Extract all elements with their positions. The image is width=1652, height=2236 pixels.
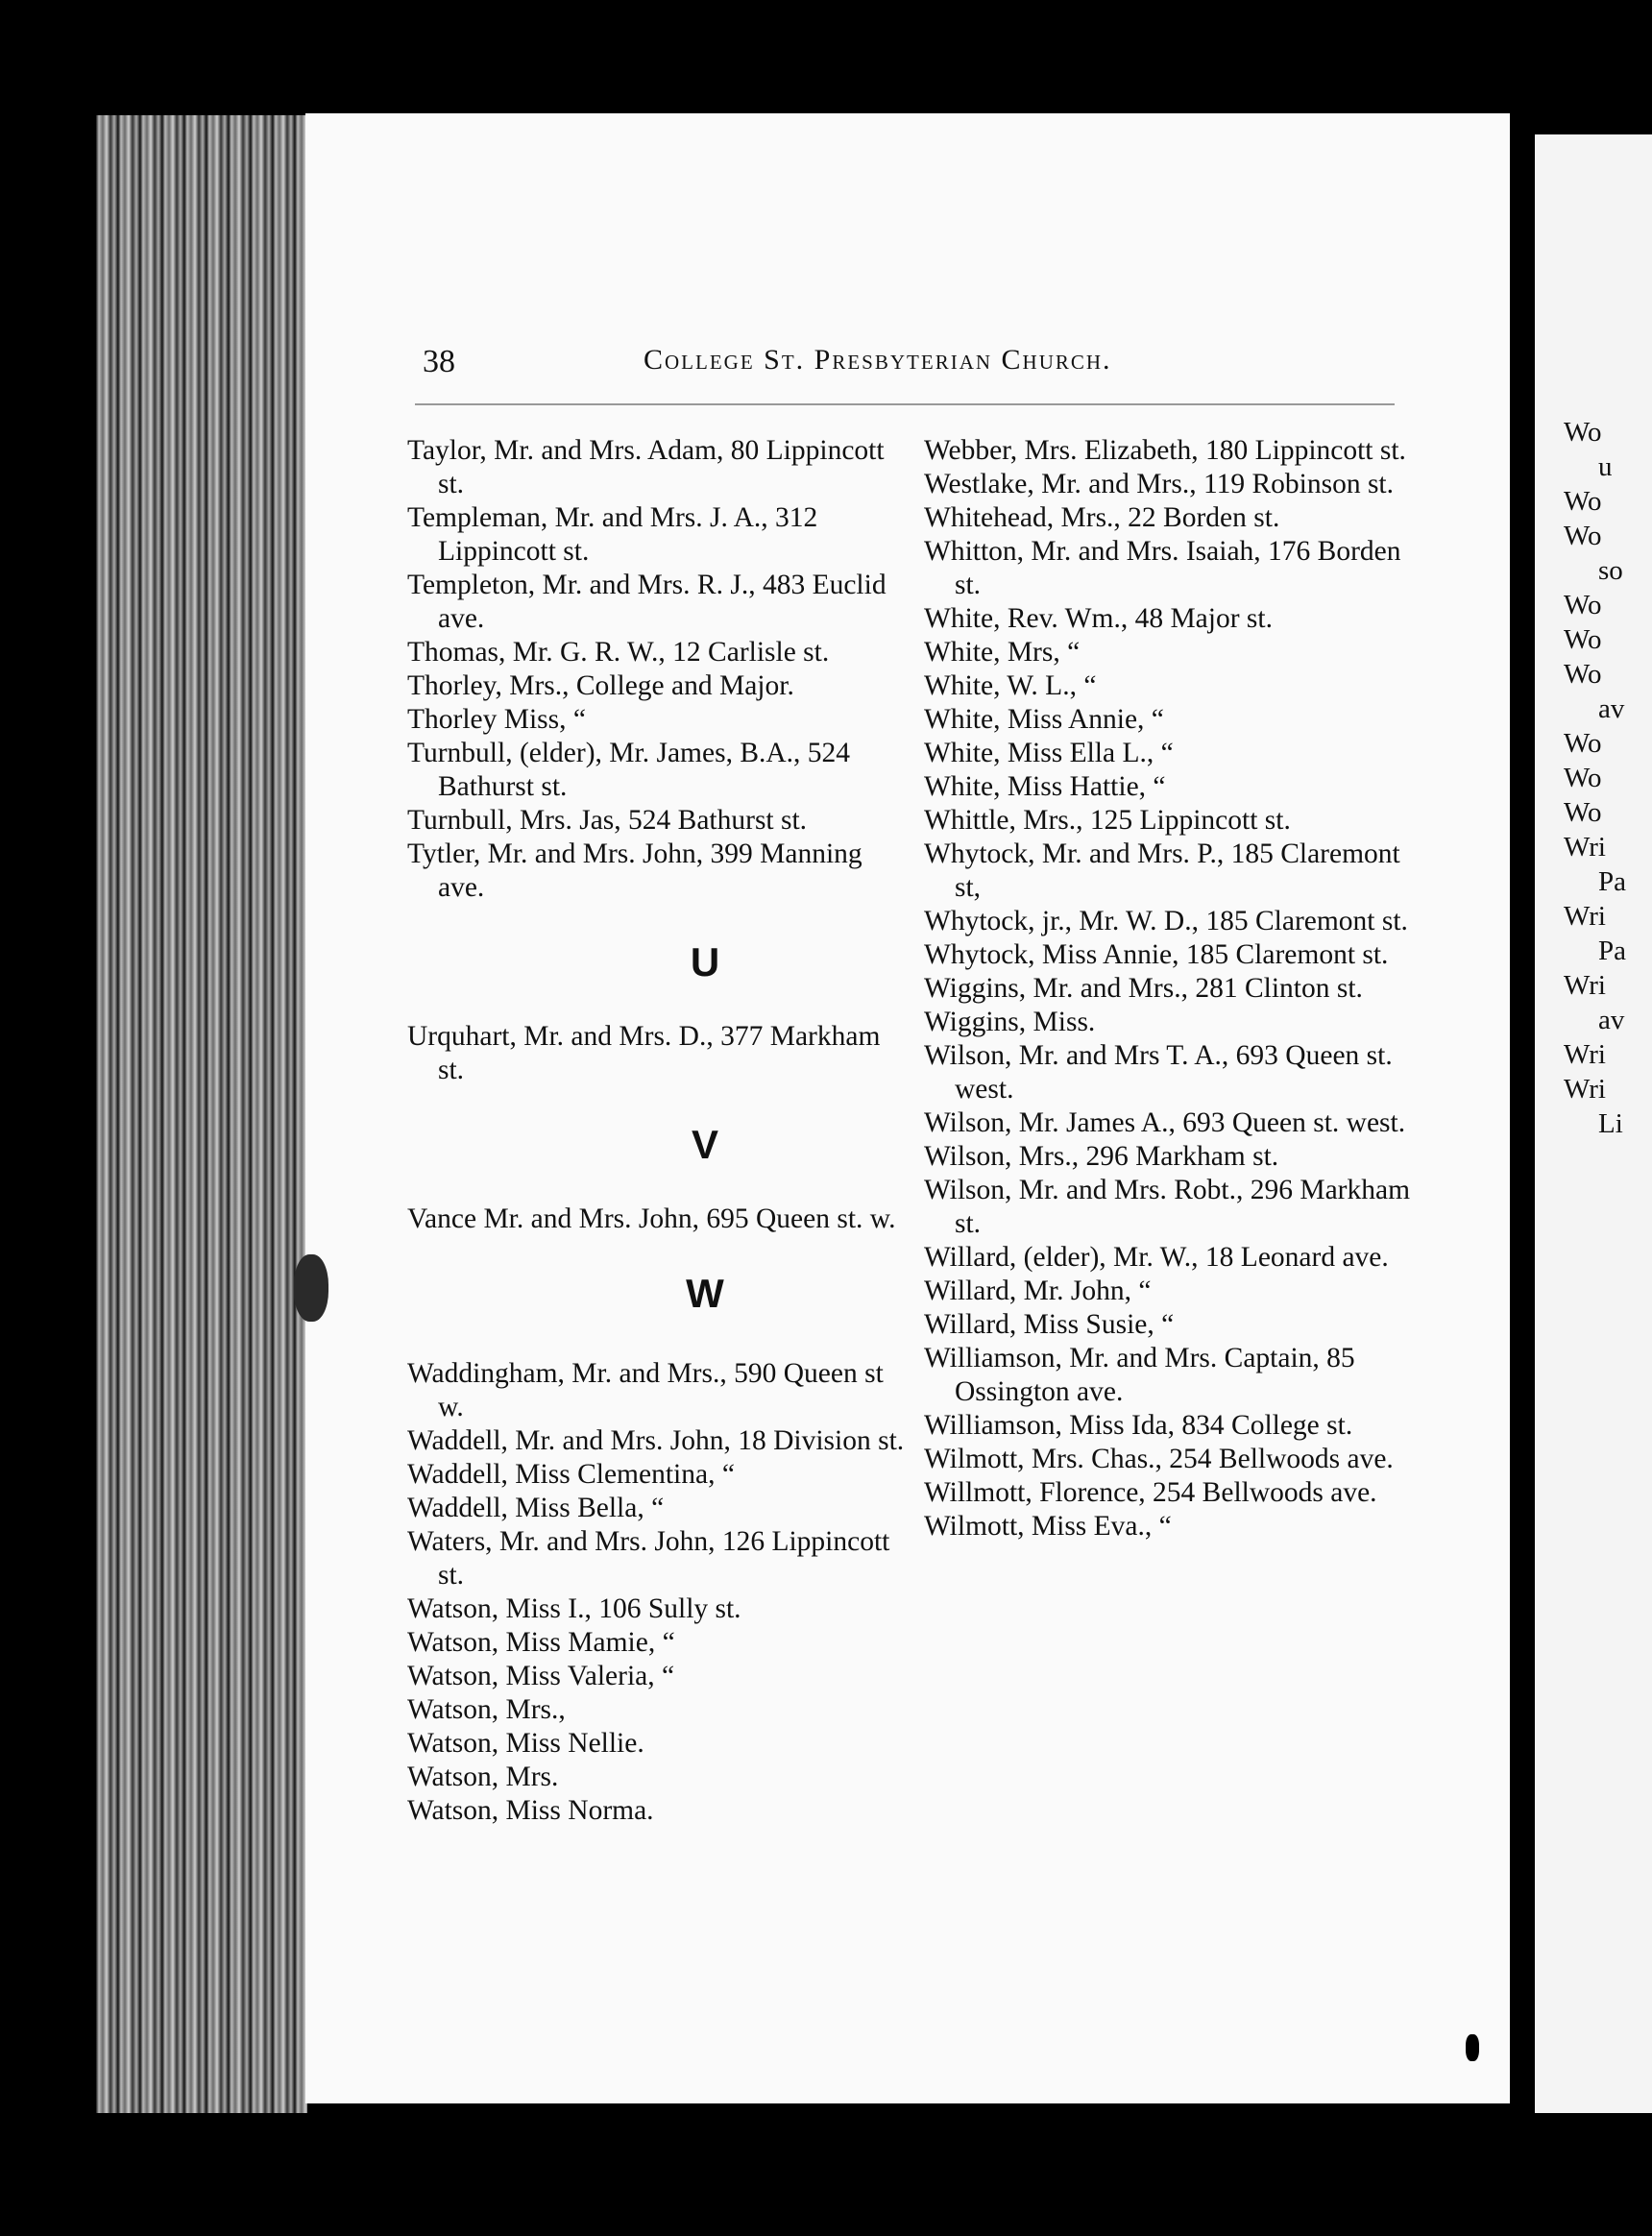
directory-entry: Wilson, Mrs., 296 Markham st. [924, 1141, 1279, 1172]
directory-entry: Watson, Miss Mamie, “ [407, 1627, 675, 1658]
directory-entry: Watson, Miss Nellie. [407, 1728, 644, 1759]
directory-entry: Urquhart, Mr. and Mrs. D., 377 Markham st. [407, 1021, 881, 1085]
directory-entry: Wilmott, Mrs. Chas., 254 Bellwoods ave. [924, 1444, 1394, 1474]
directory-entry: Willard, Mr. John, “ [924, 1276, 1152, 1306]
section-letter-v: V [691, 1122, 718, 1167]
directory-entry: Templeman, Mr. and Mrs. J. A., 312 Lippincott st. [407, 502, 818, 567]
directory-entry: Waddingham, Mr. and Mrs., 590 Queen st w. [407, 1358, 884, 1422]
header-rule [415, 403, 1395, 405]
directory-entry: Tytler, Mr. and Mrs. John, 399 Manning ave. [407, 838, 862, 903]
fragment-line: Wri [1564, 1074, 1606, 1105]
fragment-line: Wo [1564, 417, 1602, 448]
directory-entry: Wilson, Mr. and Mrs. Robt., 296 Markham st. [924, 1175, 1411, 1239]
section-letter-u: U [690, 939, 720, 984]
directory-entry: Turnbull, Mrs. Jas, 524 Bathurst st. [407, 805, 808, 836]
directory-entry: Whytock, Mr. and Mrs. P., 185 Claremont st, [924, 838, 1400, 903]
directory-entry: Whittle, Mrs., 125 Lippincott st. [924, 805, 1291, 836]
directory-entry: Taylor, Mr. and Mrs. Adam, 80 Lippincott st. [407, 435, 885, 499]
running-head [423, 344, 1421, 392]
page-edges [96, 115, 307, 2113]
directory-entry: White, W. L., “ [924, 670, 1097, 701]
directory-entry: White, Mrs, “ [924, 637, 1081, 668]
fragment-line: Wri [1564, 970, 1606, 1001]
directory-entry: Watson, Mrs. [407, 1762, 559, 1792]
right-column [924, 434, 1414, 1543]
directory-entry: White, Miss Ella L., “ [924, 738, 1174, 768]
directory-entry: Whitton, Mr. and Mrs. Isaiah, 176 Borden st. [924, 536, 1401, 600]
fragment-line: Wri [1564, 832, 1606, 863]
fragment-line: Wo [1564, 590, 1602, 620]
section-letter-w: W [686, 1271, 724, 1316]
fragment-line: Wo [1564, 624, 1602, 655]
directory-entry: Westlake, Mr. and Mrs., 119 Robinson st. [924, 469, 1394, 499]
fragment-line: so [1598, 555, 1623, 586]
binding-blot [294, 1254, 328, 1322]
directory-entry: Wilson, Mr. and Mrs T. A., 693 Queen st. west. [924, 1040, 1393, 1105]
directory-entry: Templeton, Mr. and Mrs. R. J., 483 Euclid ave. [407, 570, 887, 634]
directory-entry: Whytock, Miss Annie, 185 Claremont st. [924, 939, 1389, 970]
directory-entry: Thomas, Mr. G. R. W., 12 Carlisle st. [407, 637, 830, 668]
fragment-line: Wo [1564, 728, 1602, 759]
directory-entry: Watson, Mrs., [407, 1694, 566, 1725]
left-column [407, 434, 907, 1828]
directory-entry: Willard, Miss Susie, “ [924, 1309, 1175, 1340]
fragment-line: u [1598, 451, 1613, 482]
directory-entry: Watson, Miss Norma. [407, 1795, 654, 1826]
fragment-line: Wri [1564, 1039, 1606, 1070]
directory-entry: Waddell, Mr. and Mrs. John, 18 Division st. [407, 1425, 905, 1456]
directory-entry: Waddell, Miss Clementina, “ [407, 1459, 735, 1490]
fragment-line: Wri [1564, 901, 1606, 932]
directory-entry: Vance Mr. and Mrs. John, 695 Queen st. w. [407, 1203, 896, 1234]
page-number: 38 [423, 344, 455, 379]
directory-entry: Thorley Miss, “ [407, 704, 586, 735]
directory-entry: Turnbull, (elder), Mr. James, B.A., 524 Bathurst st. [407, 738, 851, 802]
directory-entry: Williamson, Mr. and Mrs. Captain, 85 Ossington ave. [924, 1343, 1355, 1407]
directory-entry: Willard, (elder), Mr. W., 18 Leonard ave. [924, 1242, 1389, 1273]
directory-entry: Wilson, Mr. James A., 693 Queen st. west. [924, 1107, 1406, 1138]
fragment-line: Wo [1564, 486, 1602, 517]
fragment-line: Wo [1564, 763, 1602, 793]
fragment-line: Li [1598, 1108, 1623, 1139]
fragment-line: av [1598, 693, 1625, 724]
fragment-line: Pa [1598, 936, 1626, 966]
directory-entry: Willmott, Florence, 254 Bellwoods ave. [924, 1477, 1377, 1508]
fragment-line: Pa [1598, 866, 1626, 897]
directory-entry: Watson, Miss I., 106 Sully st. [407, 1593, 741, 1624]
page-title: College St. Presbyterian Church. [644, 344, 1112, 376]
directory-entry: White, Rev. Wm., 48 Major st. [924, 603, 1273, 634]
facing-page-fragments [1564, 415, 1652, 1141]
fragment-line: Wo [1564, 797, 1602, 828]
directory-entry: Waddell, Miss Bella, “ [407, 1493, 665, 1523]
directory-entry: Watson, Miss Valeria, “ [407, 1661, 675, 1691]
directory-entry: Whitehead, Mrs., 22 Borden st. [924, 502, 1280, 533]
directory-entry: White, Miss Hattie, “ [924, 771, 1166, 802]
fragment-line: Wo [1564, 521, 1602, 551]
directory-entry: Wilmott, Miss Eva., “ [924, 1511, 1172, 1542]
ink-spot [1466, 2034, 1479, 2061]
directory-entry: Wiggins, Miss. [924, 1007, 1096, 1037]
fragment-line: Wo [1564, 659, 1602, 690]
directory-entry: White, Miss Annie, “ [924, 704, 1164, 735]
directory-entry: Williamson, Miss Ida, 834 College st. [924, 1410, 1353, 1441]
directory-entry: Webber, Mrs. Elizabeth, 180 Lippincott st. [924, 435, 1406, 466]
directory-entry: Wiggins, Mr. and Mrs., 281 Clinton st. [924, 973, 1363, 1004]
fragment-line: av [1598, 1005, 1625, 1035]
directory-entry: Thorley, Mrs., College and Major. [407, 670, 794, 701]
directory-entry: Waters, Mr. and Mrs. John, 126 Lippincott st. [407, 1526, 890, 1591]
directory-entry: Whytock, jr., Mr. W. D., 185 Claremont st. [924, 906, 1408, 936]
